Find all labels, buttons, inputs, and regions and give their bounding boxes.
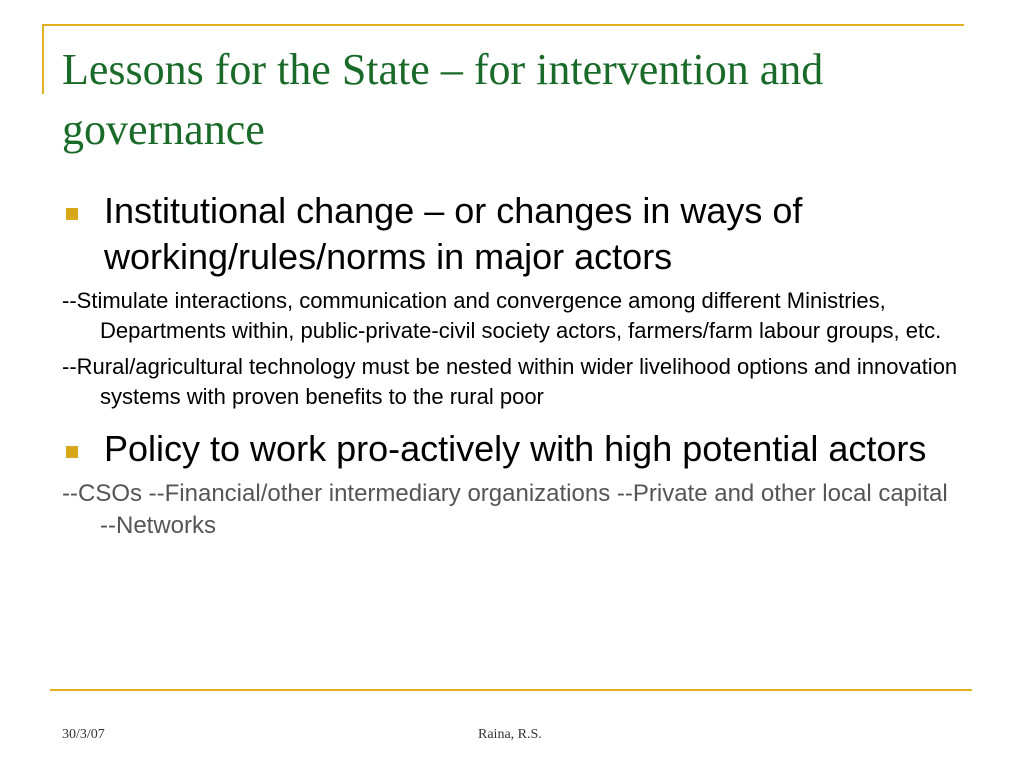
bullet-item	[62, 426, 962, 472]
sub-point: --Rural/agricultural technology must be nested within wider livelihood options and innovation systems with proven benefits to the rural poor	[62, 354, 958, 409]
bullet-item	[62, 188, 962, 280]
slide-body	[62, 188, 962, 544]
bullet-text: Institutional change – or changes in ways of working/rules/norms in major actors	[104, 190, 803, 277]
top-border-line	[42, 24, 964, 26]
footer-divider	[50, 689, 972, 691]
slide-title: Lessons for the State – for intervention and governance	[62, 45, 824, 154]
footer-date: 30/3/07	[62, 727, 105, 742]
sub-point: --Stimulate interactions, communication and convergence among different Ministries, Departments within, public-private-civil society actors, farmers/farm labour groups, etc.	[62, 288, 942, 343]
sub-point: --CSOs --Financial/other intermediary organizations --Private and other local capital --Networks	[62, 480, 948, 539]
left-border-line	[42, 24, 44, 94]
square-bullet-icon	[66, 208, 78, 220]
bullet-text: Policy to work pro-actively with high potential actors	[104, 428, 927, 469]
footer-author: Raina, R.S.	[478, 727, 542, 742]
square-bullet-icon	[66, 446, 78, 458]
